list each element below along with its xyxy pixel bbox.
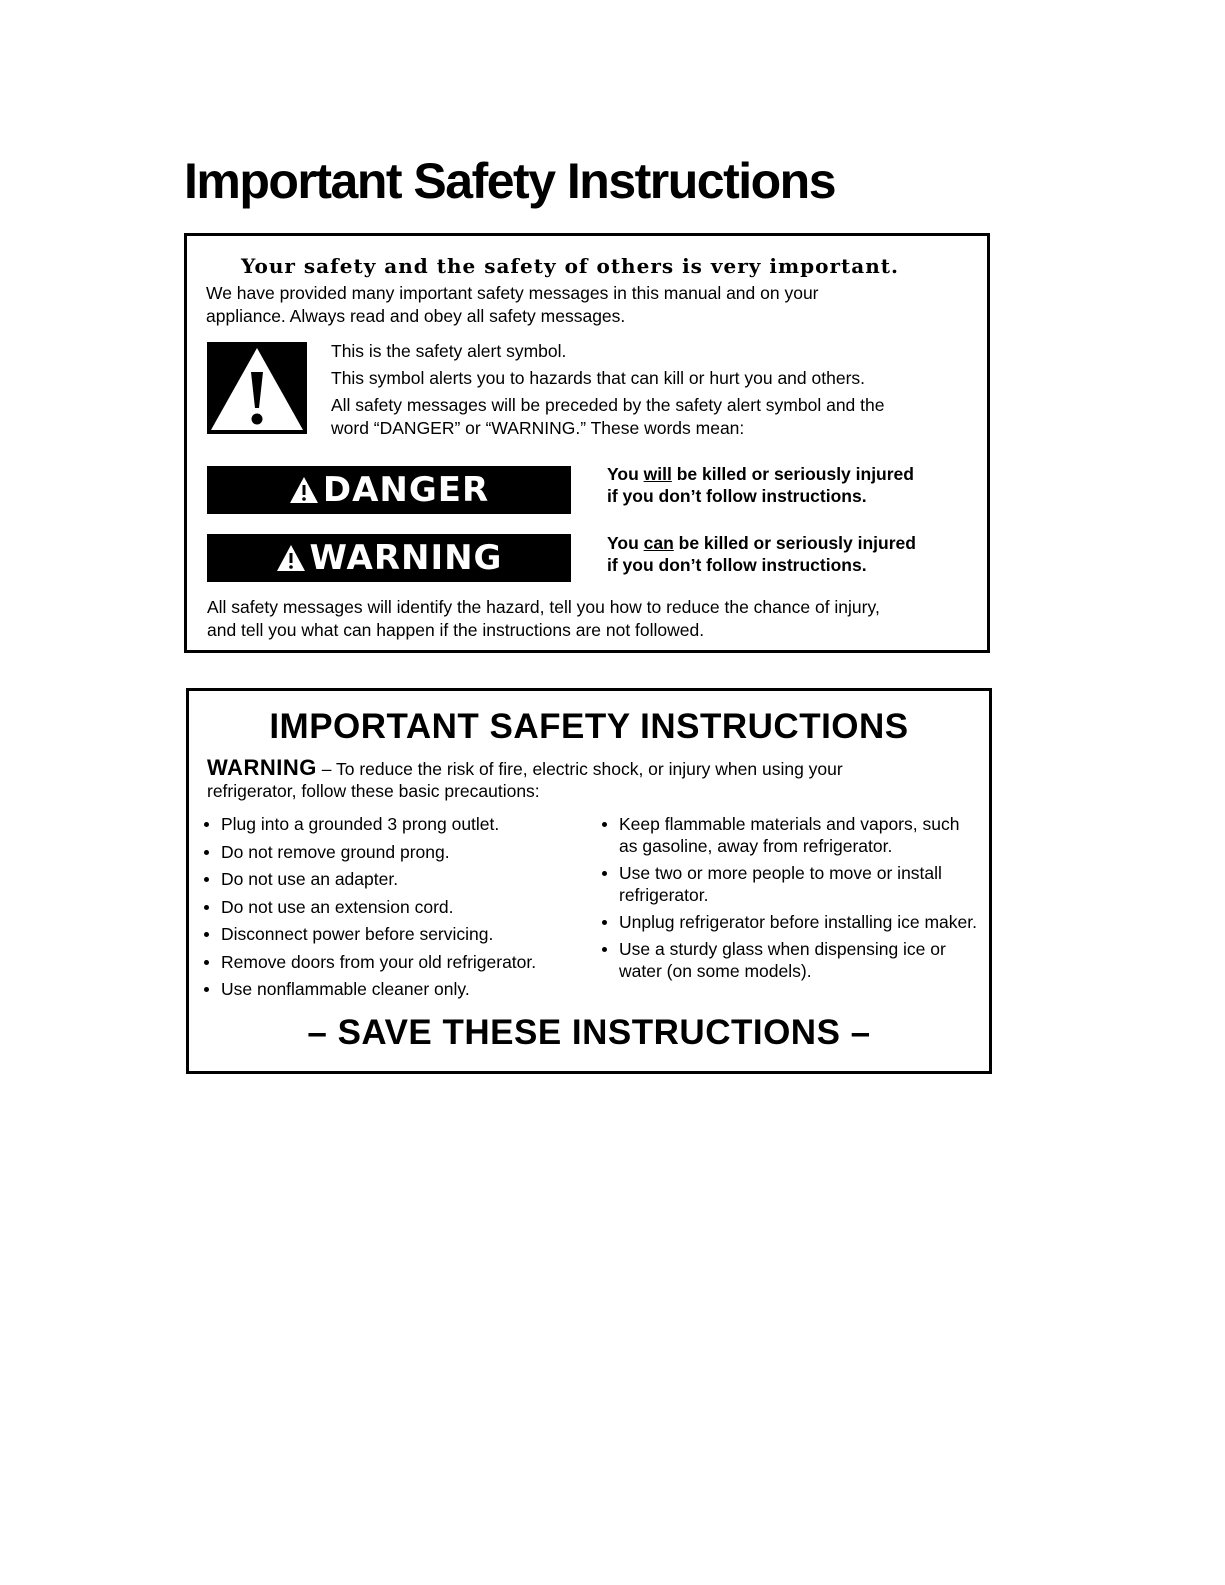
page-title: Important Safety Instructions [184,153,836,209]
danger-emphasis: will [643,464,672,484]
precautions-list-right [601,813,979,987]
safety-message-box [184,233,990,653]
list-item: Do not remove ground prong. [203,841,536,869]
warning-signal-word [207,534,571,582]
alert-symbol-text [331,340,884,444]
warning-word: WARNING [207,755,317,780]
precautions-list-left [203,813,536,1006]
intro-line: appliance. Always read and obey all safety messages. [206,306,626,326]
save-instructions-text: – SAVE THESE INSTRUCTIONS – [307,1013,871,1052]
list-item: Plug into a grounded 3 prong outlet. [203,813,536,841]
danger-signal-word [207,466,571,514]
list-item: Do not use an extension cord. [203,896,536,924]
list-item: Remove doors from your old refrigerator. [203,951,536,979]
danger-label: DANGER [322,470,490,510]
safety-headline: Your safety and the safety of others is very important. [241,254,899,278]
list-item: Use two or more people to move or install refrigerator. [601,862,979,906]
warning-text: – To reduce the risk of fire, electric shock, or injury when using your [316,759,843,779]
list-item: Disconnect power before servicing. [203,923,536,951]
list-item: Unplug refrigerator before installing ice maker. [601,911,979,933]
danger-description: You will be killed or seriously injured if you don’t follow instructions. [607,464,914,506]
list-item: Do not use an adapter. [203,868,536,896]
warning-label: WARNING [309,538,503,578]
footer-line: All safety messages will identify the hazard, tell you how to reduce the chance of injury, [207,597,880,617]
important-instructions-box [186,688,992,1074]
list-item: Keep flammable materials and vapors, such as gasoline, away from refrigerator. [601,813,979,857]
alert-line: This symbol alerts you to hazards that can kill or hurt you and others. [331,368,866,388]
alert-triangle-icon [276,543,306,573]
intro-text [206,282,819,328]
safety-footer-text [207,596,880,642]
warning-text-continued: refrigerator, follow these basic precautions: [207,781,540,801]
footer-line: and tell you what can happen if the instructions are not followed. [207,620,705,640]
safety-alert-icon [207,342,307,434]
warning-statement [207,755,843,781]
intro-line: We have provided many important safety messages in this manual and on your [206,283,819,303]
instructions-title: IMPORTANT SAFETY INSTRUCTIONS [269,707,909,746]
alert-line: word “DANGER” or “WARNING.” These words mean: [331,418,745,438]
warning-emphasis: can [643,533,674,553]
list-item: Use nonflammable cleaner only. [203,978,536,1006]
alert-line: All safety messages will be preceded by the safety alert symbol and the [331,395,885,415]
list-item: Use a sturdy glass when dispensing ice or water (on some models). [601,938,979,982]
alert-line: This is the safety alert symbol. [331,341,567,361]
warning-description: You can be killed or seriously injured if you don’t follow instructions. [607,533,916,575]
alert-triangle-icon [289,475,319,505]
